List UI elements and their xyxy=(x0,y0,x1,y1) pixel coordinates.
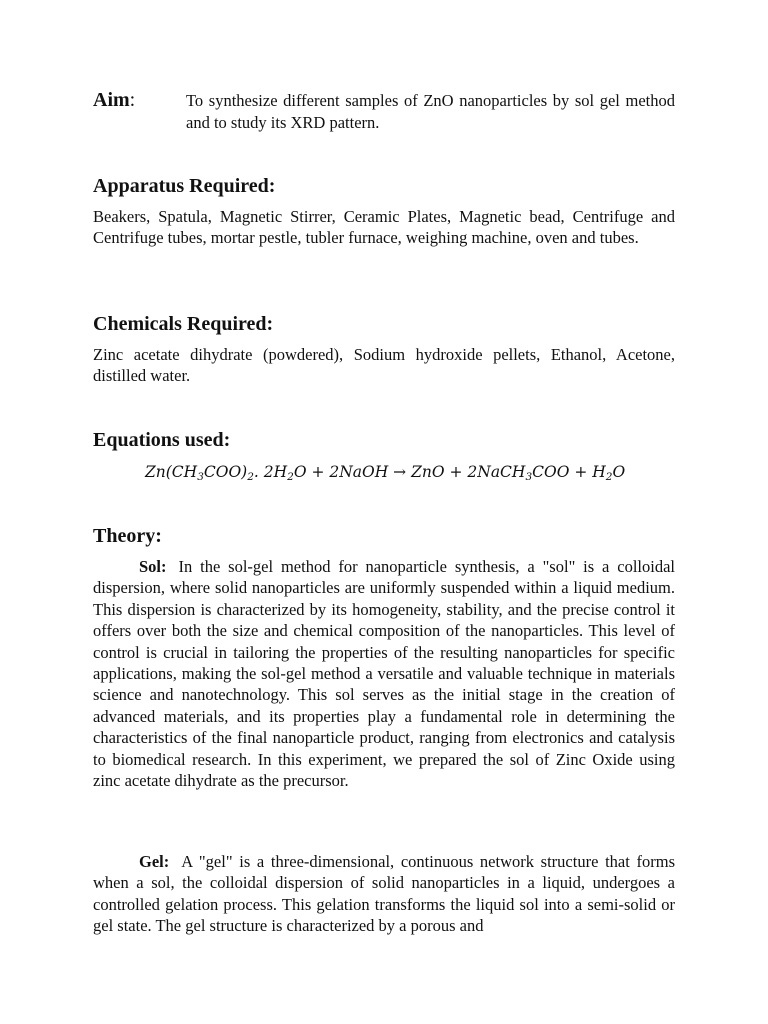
gel-lead: Gel: xyxy=(139,852,170,871)
sol-lead: Sol: xyxy=(139,557,167,576)
apparatus-text: Beakers, Spatula, Magnetic Stirrer, Ceramic Plates, Magnetic bead, Centrifuge and Centrifuge tubes, mortar pestle, tubler furnace, weighing machine, oven and tubes. xyxy=(93,207,675,248)
gel-paragraph xyxy=(93,851,675,937)
apparatus-heading: Apparatus Required: xyxy=(93,175,276,197)
chemicals-heading: Chemicals Required: xyxy=(93,313,274,335)
gel-text: A "gel" is a three-dimensional, continuous network structure that forms when a sol, the colloidal dispersion of solid nanoparticles in a liquid, undergoes a controlled gelation process. This gelation transforms the liquid sol into a semi-solid or gel state. The gel structure is characterized by a porous and xyxy=(93,852,675,936)
sol-paragraph xyxy=(93,556,675,791)
reaction-equation: $Zn(CH_3COO)_2$. $2H_2O$ + 2NaOH → ZnO + 2NaCH$_3$COO + $H_2O$ xyxy=(145,463,626,483)
aim-colon: : xyxy=(129,89,136,111)
aim-label-text: Aim xyxy=(93,89,130,111)
aim-text: To synthesize different samples of ZnO nanoparticles by sol gel method and to study its XRD pattern. xyxy=(186,91,675,132)
chemicals-text: Zinc acetate dihydrate (powdered), Sodium hydroxide pellets, Ethanol, Acetone, distilled water. xyxy=(93,345,675,386)
sol-text: In the sol-gel method for nanoparticle synthesis, a "sol" is a colloidal dispersion, where solid nanoparticles are uniformly suspended within a liquid medium. This dispersion is characterized by its homogeneity, stability, and the precise control it offers over both the size and chemical composition of the nanoparticles. This level of control is crucial in tailoring the properties of the resulting nanoparticles for specific applications, making the sol-gel method a versatile and valuable technique in materials science and nanotechnology. This sol serves as the initial stage in the creation of advanced materials, and its properties play a fundamental role in determining the characteristics of the final nanoparticle product, ranging from electronics and catalysis to biomedical research. In this experiment, we prepared the sol of Zinc Oxide using zinc acetate dihydrate as the precursor. xyxy=(93,557,675,791)
aim-label xyxy=(93,88,135,112)
theory-heading: Theory: xyxy=(93,525,162,547)
equations-heading: Equations used: xyxy=(93,429,231,451)
